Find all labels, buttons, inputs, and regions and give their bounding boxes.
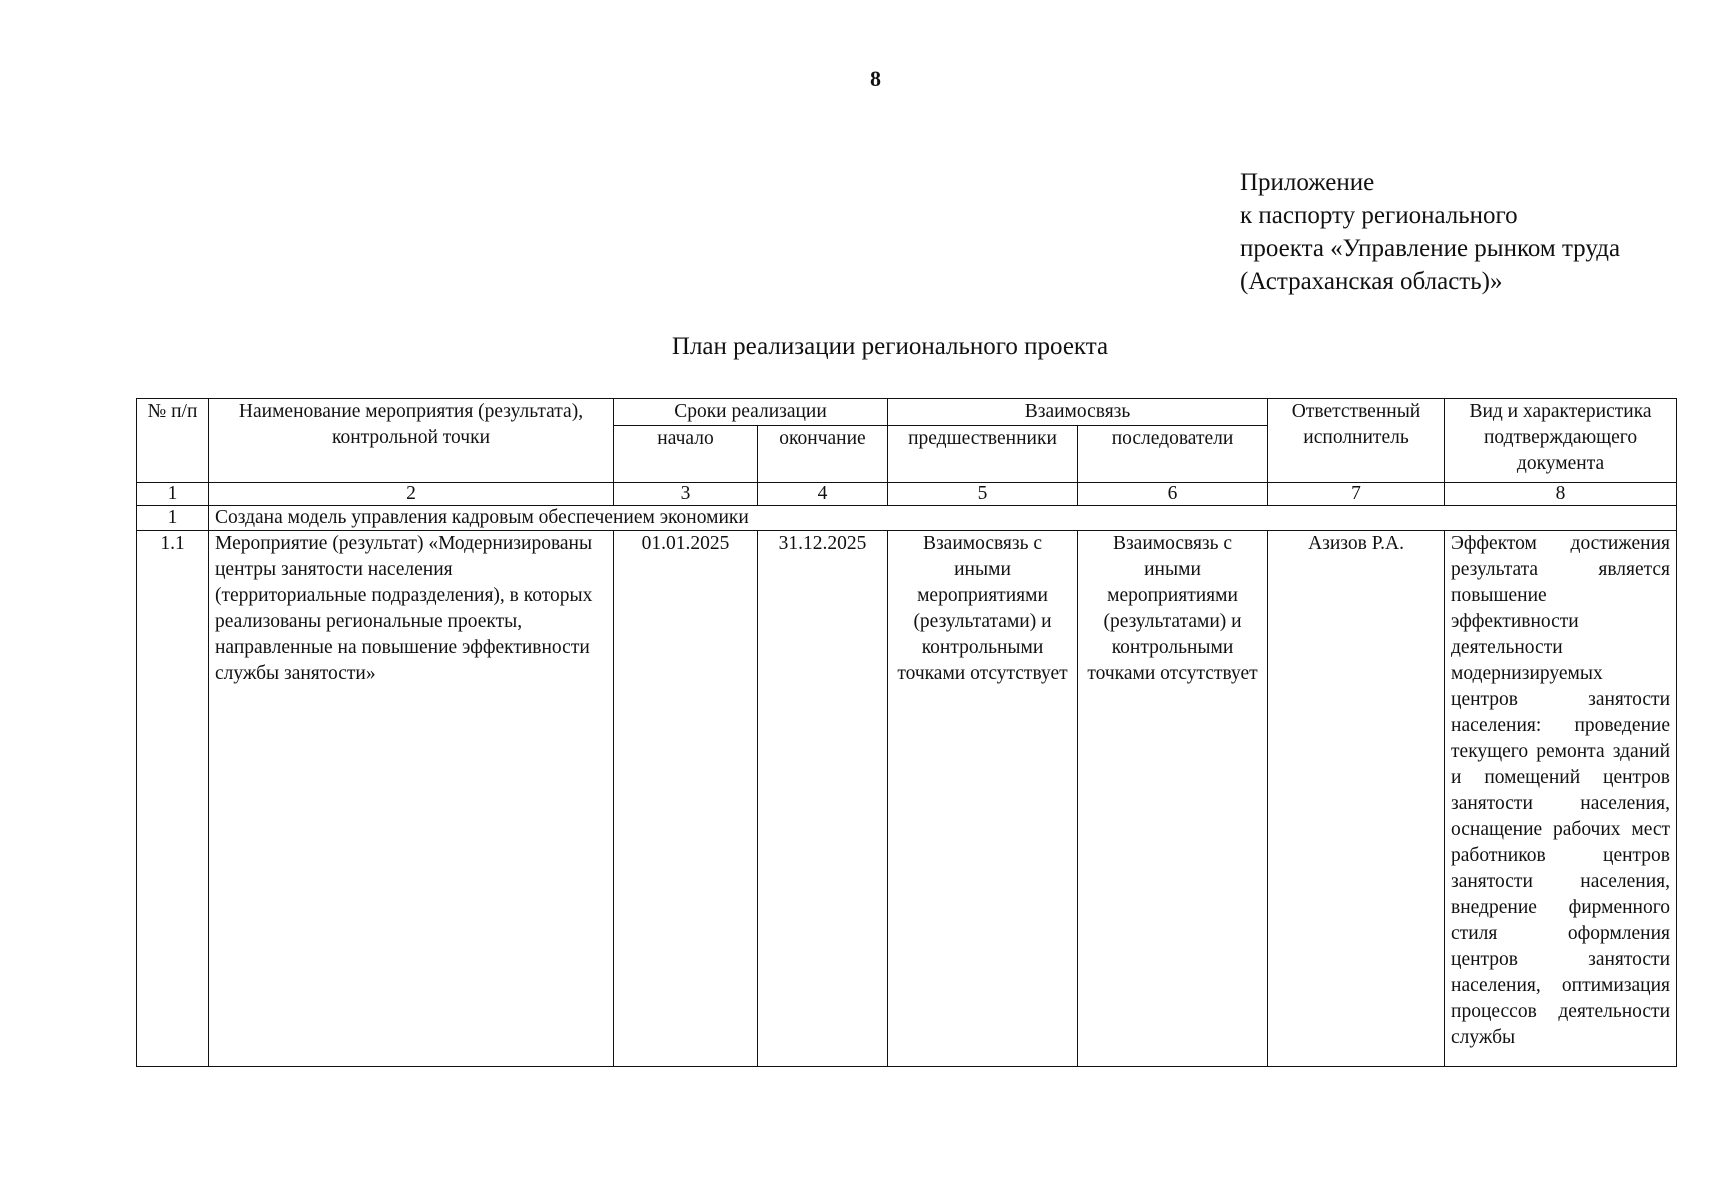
section-number: 1 xyxy=(137,506,209,531)
appendix-line: к паспорту регионального xyxy=(1240,202,1518,229)
header-relation: Взаимосвязь xyxy=(888,399,1268,426)
table-row xyxy=(137,531,1677,1067)
appendix-note xyxy=(1240,166,1620,298)
header-terms: Сроки реализации xyxy=(614,399,888,426)
header-start: начало xyxy=(614,426,758,483)
row-successors: Взаимосвязь с иными мероприятиями (результатами) и контрольными точками отсутствует xyxy=(1078,531,1268,1067)
column-number: 6 xyxy=(1078,483,1268,506)
column-number: 7 xyxy=(1268,483,1445,506)
column-number: 1 xyxy=(137,483,209,506)
row-name: Мероприятие (результат) «Модернизированы центры занятости населения (территориальные подразделения), в которых реализованы региональные проекты, направленные на повышение эффективности службы занятости» xyxy=(209,531,614,1067)
implementation-plan-table xyxy=(136,398,1677,1067)
column-number: 3 xyxy=(614,483,758,506)
header-document: Вид и характеристика подтверждающего документа xyxy=(1445,399,1677,483)
column-number: 4 xyxy=(758,483,888,506)
section-title: Создана модель управления кадровым обеспечением экономики xyxy=(209,506,1677,531)
column-number: 5 xyxy=(888,483,1078,506)
header-responsible: Ответственный исполнитель xyxy=(1268,399,1445,483)
page-number: 8 xyxy=(870,66,881,91)
header-num: № п/п xyxy=(137,399,209,483)
row-number: 1.1 xyxy=(137,531,209,1067)
column-number: 2 xyxy=(209,483,614,506)
row-predecessors: Взаимосвязь с иными мероприятиями (результатами) и контрольными точками отсутствует xyxy=(888,531,1078,1067)
appendix-line: (Астраханская область)» xyxy=(1240,268,1503,295)
appendix-line: Приложение xyxy=(1240,169,1375,196)
header-end: окончание xyxy=(758,426,888,483)
column-numbers-row xyxy=(137,483,1677,506)
row-responsible: Азизов Р.А. xyxy=(1268,531,1445,1067)
header-successors: последователи xyxy=(1078,426,1268,483)
section-row xyxy=(137,506,1677,531)
header-name: Наименование мероприятия (результата), контрольной точки xyxy=(209,399,614,483)
column-number: 8 xyxy=(1445,483,1677,506)
appendix-line: проекта «Управление рынком труда xyxy=(1240,235,1621,262)
document-title: План реализации регионального проекта xyxy=(671,333,1109,360)
row-start-date: 01.01.2025 xyxy=(614,531,758,1067)
header-predecessors: предшественники xyxy=(888,426,1078,483)
row-end-date: 31.12.2025 xyxy=(758,531,888,1067)
row-document: Эффектом достижения результата является повышение эффективности деятельности модернизируемых центров занятости населения: проведение текущего ремонта зданий и помещений центров занятости населения, оснащение рабочих мест работников центров занятости населения, внедрение фирменного стиля оформления центров занятости населения, оптимизация процессов деятельности службы xyxy=(1445,531,1677,1067)
